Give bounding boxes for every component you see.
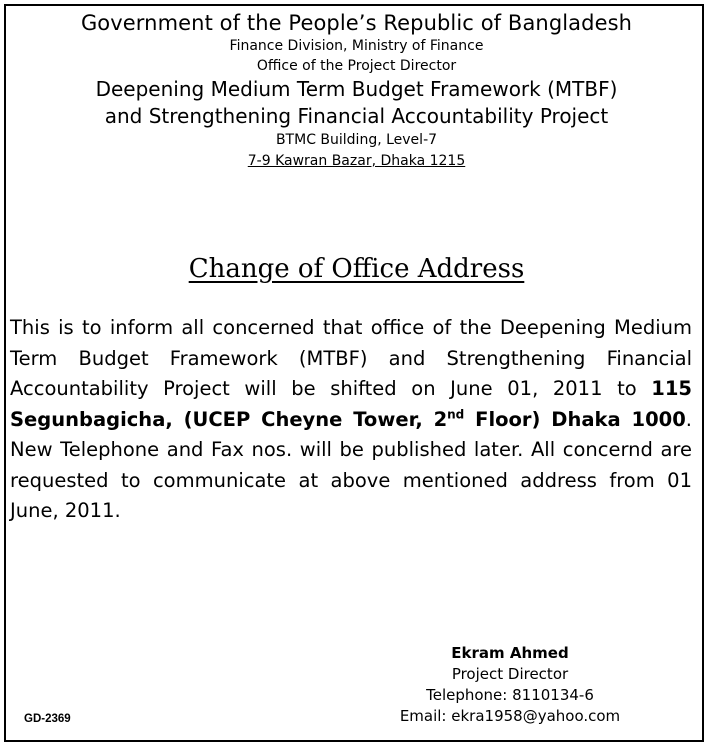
office-name: Office of the Project Director: [256, 58, 457, 74]
notice-closing: . New Telephone and Fax nos. will be published later. All concernd are requested to communicate at above mentioned address from 01 June, 2011.: [10, 407, 692, 522]
division-name: Finance Division, Ministry of Finance: [229, 38, 484, 54]
project-name-line2: and Strengthening Financial Accountability Project: [104, 104, 609, 128]
contact-email: Email: ekra1958@yahoo.com: [399, 707, 621, 725]
signatory-designation: Project Director: [451, 665, 569, 683]
ordinal-suffix: nd: [447, 407, 465, 421]
street-address: 7-9 Kawran Bazar, Dhaka 1215: [247, 153, 466, 169]
new-address-part2: Floor) Dhaka 1000: [464, 407, 686, 431]
contact-telephone: Telephone: 8110134-6: [426, 686, 594, 704]
signature-block: [340, 643, 680, 727]
building-name: BTMC Building, Level-7: [275, 132, 438, 148]
project-name-line1: Deepening Medium Term Budget Framework (MTBF): [95, 77, 618, 101]
new-address-part1: 115 Segunbagicha, (UCEP Cheyne Tower, 2: [10, 377, 692, 431]
ad-code: GD-2369: [24, 713, 71, 725]
notice-body: [10, 313, 692, 527]
notice-intro: This is to inform all concerned that office of the Deepening Medium Term Budget Framework (MTBF) and Strengthening Financial Accountability Project will be shifted on June 01, 2011 to: [10, 316, 692, 400]
signatory-name: Ekram Ahmed: [451, 644, 569, 662]
government-name: Government of the People’s Republic of Bangladesh: [80, 11, 633, 35]
notice-title: Change of Office Address: [188, 254, 525, 284]
letterhead: [0, 10, 713, 171]
